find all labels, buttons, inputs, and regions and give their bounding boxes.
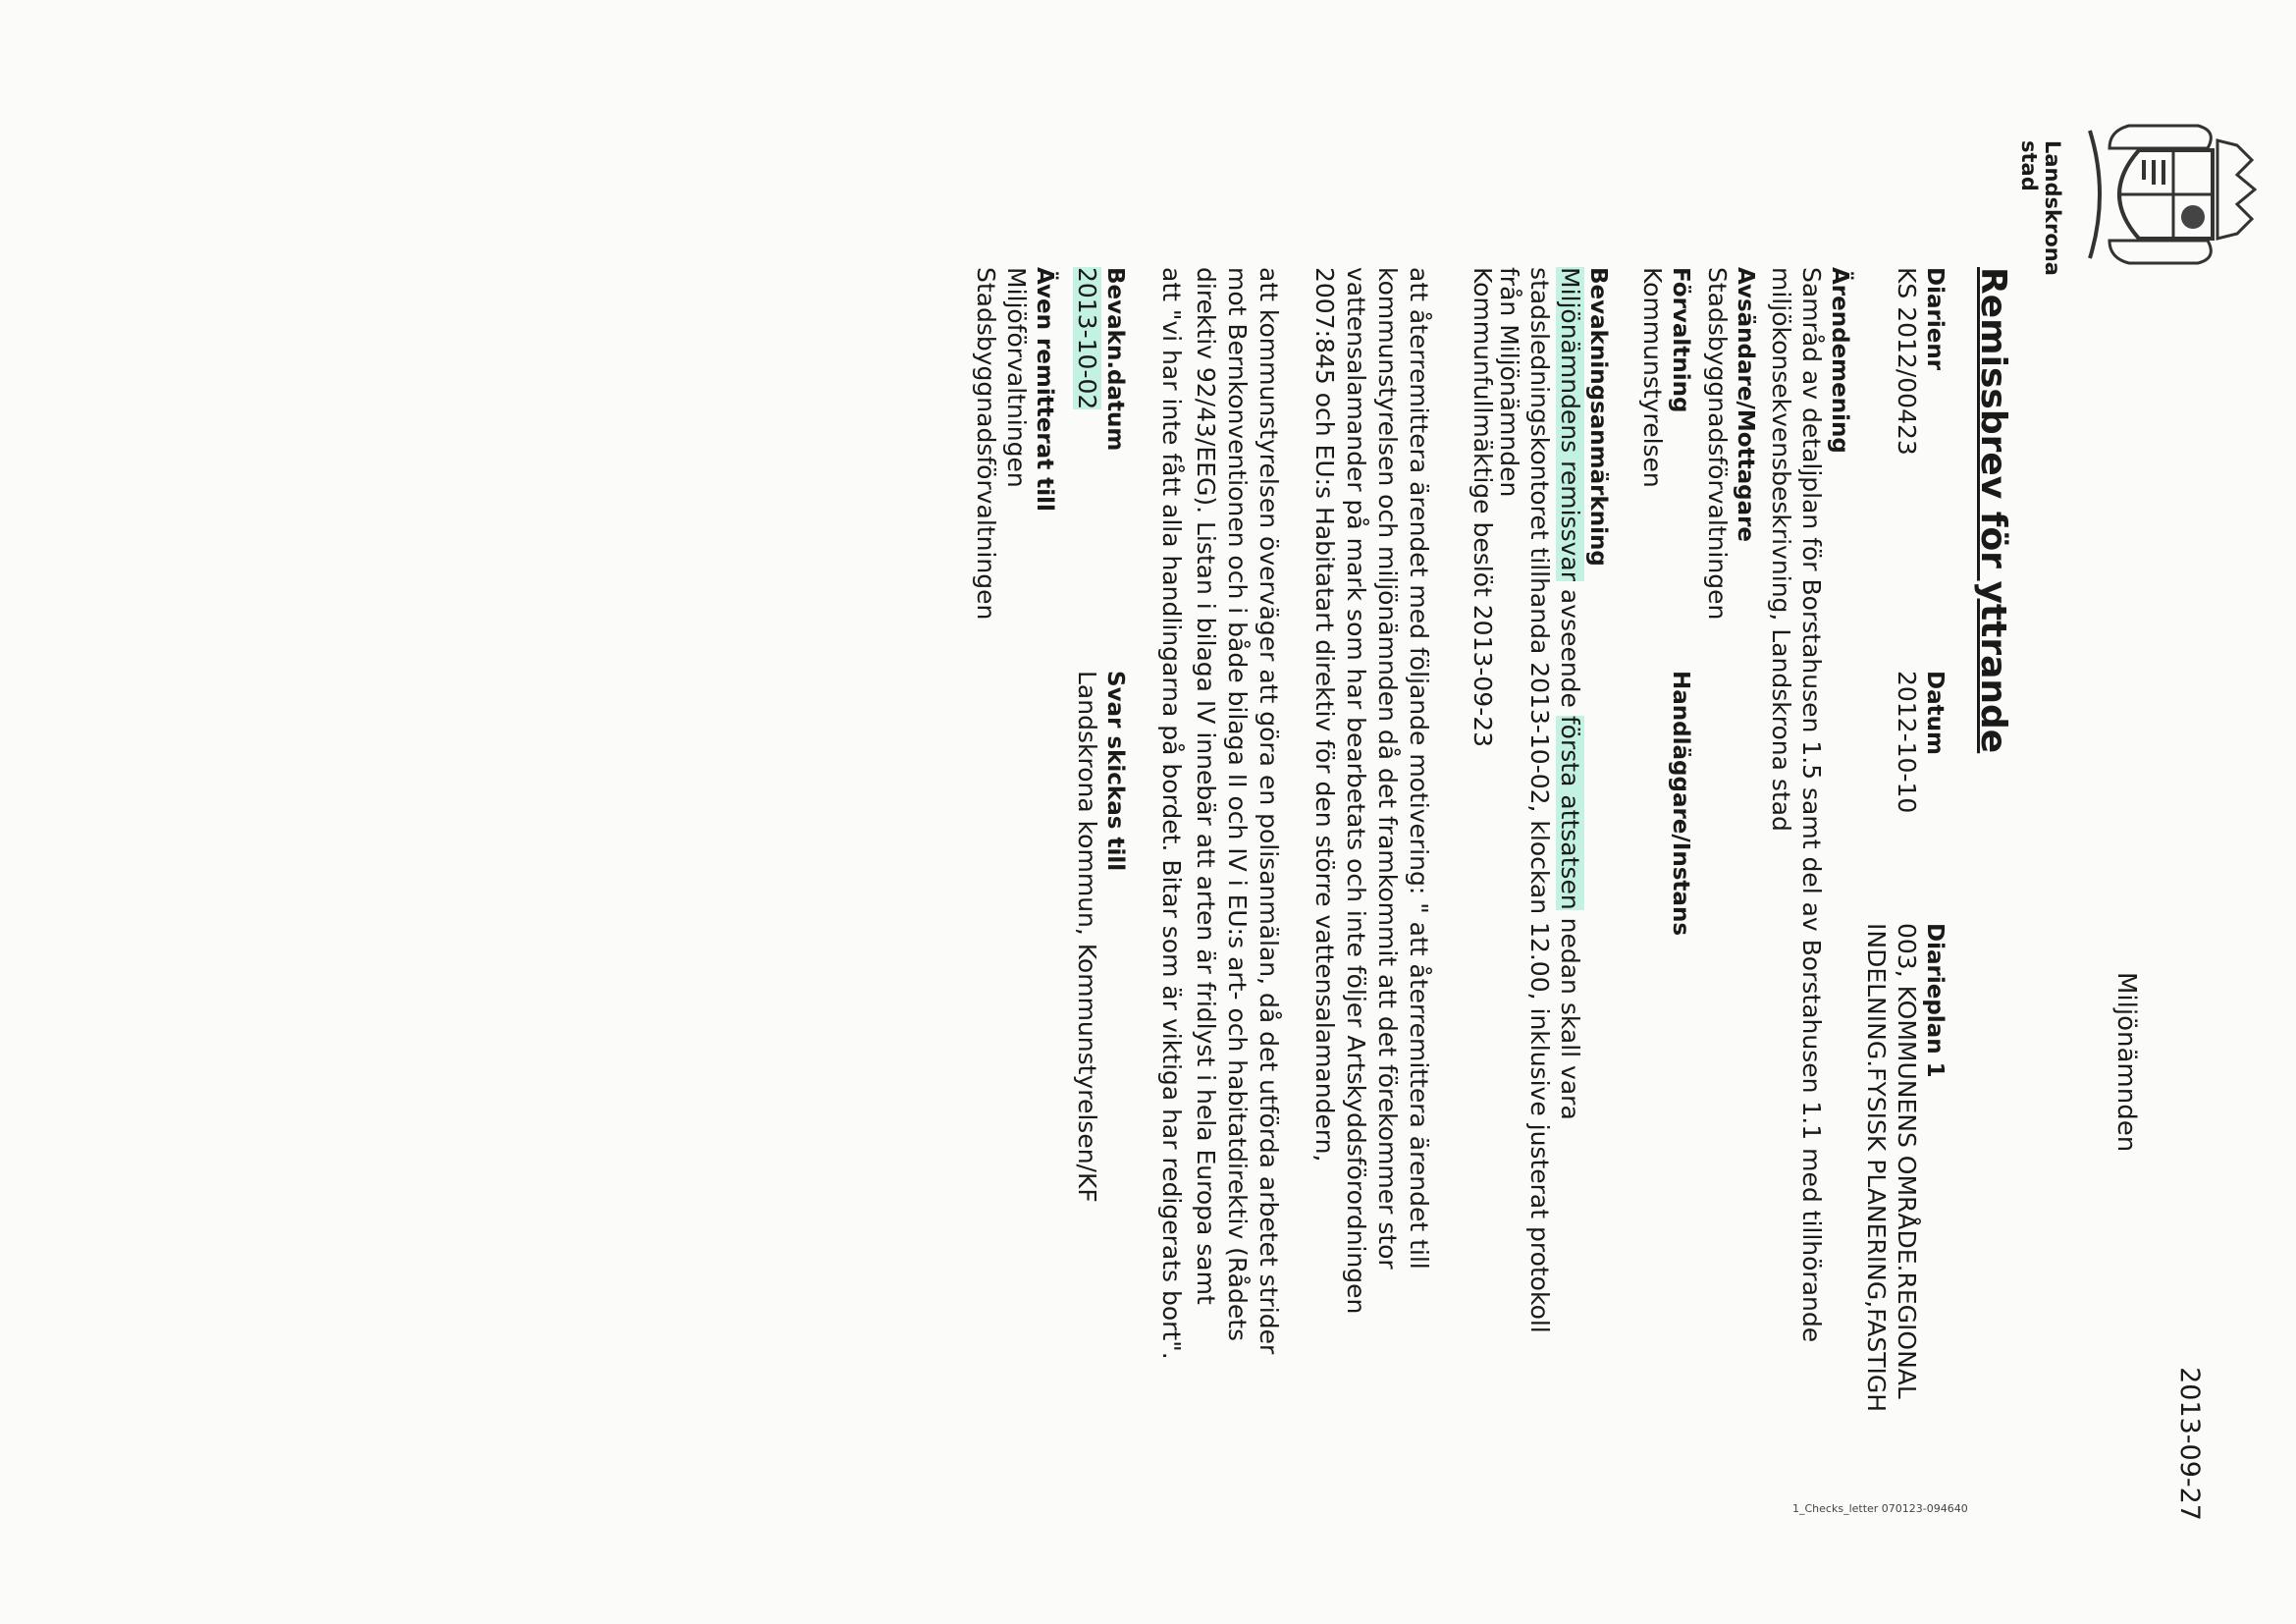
diarienr-field [1892,267,1948,456]
aven-item: Stadsbyggnadsförvaltningen [972,267,1000,621]
aven-field [971,267,1057,620]
highlight: Miljönämndens remissvar [1556,267,1584,581]
bevakning-line: Miljönämndens remissvar avseende första attsatsen nedan skall vara [1556,267,1584,1120]
arendemening-line: miljökonsekvensbeskrivning, Landskrona stad [1767,267,1795,832]
bevakndatum-label: Bevakn.datum [1102,267,1128,452]
bevakning-label: Bevakningsanmärkning [1585,267,1611,567]
page-title: Remissbrev för yttrande [1973,267,2013,754]
coat-of-arms-icon [2070,121,2257,268]
bevakndatum-field [1072,267,1128,451]
diarieplan-field [1861,923,1948,1412]
aven-label: Även remitterat till [1032,267,1057,512]
highlight: första attsatsen [1556,715,1584,910]
diarienr-label: Diarienr [1922,267,1948,371]
recipient: Miljönämnden [2111,972,2141,1153]
file-reference: 1_Checks_letter 070123-094640 [1792,1502,1968,1515]
att-paragraph-3: att "vi har inte fått alla handlingarna på bordet. Bitar som är viktiga har redigerats bort". [1157,267,1186,1360]
logo [2017,121,2257,317]
arendemening-field [1766,267,1852,1342]
svar-label: Svar skickas till [1102,671,1128,872]
bevakndatum-value: 2013-10-02 [1073,267,1101,410]
logo-text: Landskrona stad [2017,140,2064,276]
datum-label: Datum [1922,671,1948,755]
avsandare-field [1702,267,1758,620]
arendemening-label: Ärendemening [1827,267,1852,454]
diarieplan-line: INDELNING.FYSISK PLANERING,FASTIGH [1862,923,1891,1413]
arendemening-line: Samråd av detaljplan för Borstahusen 1.5 samt del av Borstahusen 1.1 med tillhörande [1797,267,1826,1343]
forvaltning-field [1637,267,1693,488]
svar-value: Landskrona kommun, Kommunstyrelsen/KF [1073,671,1101,1203]
letter-date: 2013-09-27 [2174,1367,2205,1521]
diarieplan-label: Diarieplan 1 [1922,923,1948,1078]
datum-value: 2012-10-10 [1893,671,1921,814]
beslut-text: Kommunfullmäktige beslöt 2013-09-23 [1468,267,1497,748]
avsandare-value: Stadsbyggnadsförvaltningen [1703,267,1732,621]
bevakning-field [1494,267,1611,1333]
avsandare-label: Avsändare/Mottagare [1733,267,1758,543]
aven-item: Miljöförvaltningen [1002,267,1031,488]
bevakning-line: från Miljönämnden [1495,267,1523,498]
handlaggare-label: Handläggare/Instans [1668,671,1693,937]
forvaltning-label: Förvaltning [1668,267,1693,413]
forvaltning-value: Kommunstyrelsen [1638,267,1667,488]
svar-field [1072,671,1128,1203]
diarienr-value: KS 2012/00423 [1893,267,1921,456]
datum-field [1892,671,1948,813]
diarieplan-line: 003, KOMMUNENS OMRÅDE.REGIONAL [1893,923,1921,1399]
att-paragraph-1: att återremittera ärendet med följande motivering: " att återremittera ärendet till kommunstyrelsen och miljönämnden då det framkommit att det förekommer stor vattensalamander på mark som har bearbetats och inte följer Artskyddsförordningen 2007:845 och EU:s Habitatart direktiv för den större vattensalamandern, [1310,267,1433,1315]
bevakning-line: stadsledningskontoret tillhanda 2013-10-02, klockan 12.00, inklusive justerat protokoll [1525,267,1554,1333]
att-paragraph-2: att kommunstyrelsen överväger att göra en polisanmälan, då det utförda arbetet strider mot Bernkonventionen och i både bilaga II och IV i EU:s art- och habitatdirektiv (Rådets direktiv 92/43/EEG). Listan i bilaga IV innebär att arten är fridlyst i hela Europa samt [1192,267,1283,1355]
